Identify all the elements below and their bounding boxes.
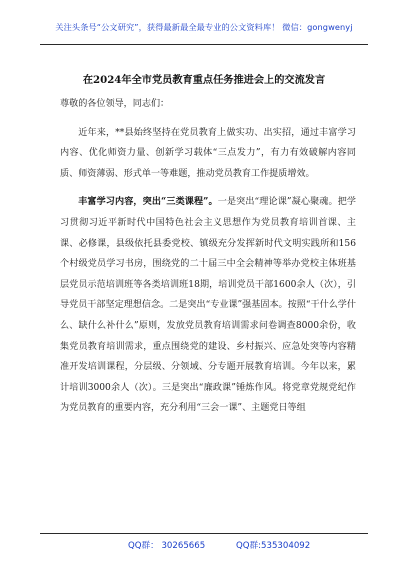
section-1-heading: 丰富学习内容，突出“三类课程”。 xyxy=(78,196,218,208)
footer-qq-group-1: QQ群： 30265665 xyxy=(128,541,206,551)
intro-paragraph: 近年来，**县始终坚持在党员教育上做实功、出实招，通过丰富学习内容、优化师资力量、创新学习载体“三点发力”，有力有效破解内容同质、师资薄弱、形式单一等难题，推动党员教育工作提质增效。 xyxy=(60,127,356,179)
salutation: 尊敬的各位领导，同志们： xyxy=(60,99,170,109)
document-title: 在2024年全市党员教育重点任务推进会上的交流发言 xyxy=(82,74,326,86)
footer-divider xyxy=(40,533,368,534)
section-1-body: 一是突出“理论课”凝心聚魂。把学习贯彻习近平新时代中国特色社会主义思想作为党员教育培训首课、主课、必修课，县级依托县委党校、镇级充分发挥新时代文明实践所和156个村级党员学习书房，围绕党的二十届三中全会精神等举办党校主体班基层党员示范培训班等各类培训班18期，培训党员干部1600余人（次），引导党员干部坚定理想信念。二是突出“专业课”强基固本。按照“干什么学什么、缺什么补什么”原则，发放党员教育培训需求问卷调查8000余份，收集党员教育培训需求，重点围绕党的建设、乡村振兴、应急处突等内容精准开发培训课程，分层级、分领域、分专题开展教育培训。今年以来，累计培训3000余人（次）。三是突出“廉政课”锤炼作风。将党章党规党纪作为党员教育的重要内容，充分利用“三会一课”、主题党日等组 xyxy=(60,197,356,414)
document-body xyxy=(60,94,356,419)
header-promo-note: 关注头条号“公文研究”，获得最新最全最专业的公文资料库！ 微信：gongwenyj xyxy=(55,22,353,32)
section-1-paragraph xyxy=(60,192,356,419)
header-divider xyxy=(40,44,368,45)
footer-qq-group-2: QQ群:535304092 xyxy=(236,541,311,551)
